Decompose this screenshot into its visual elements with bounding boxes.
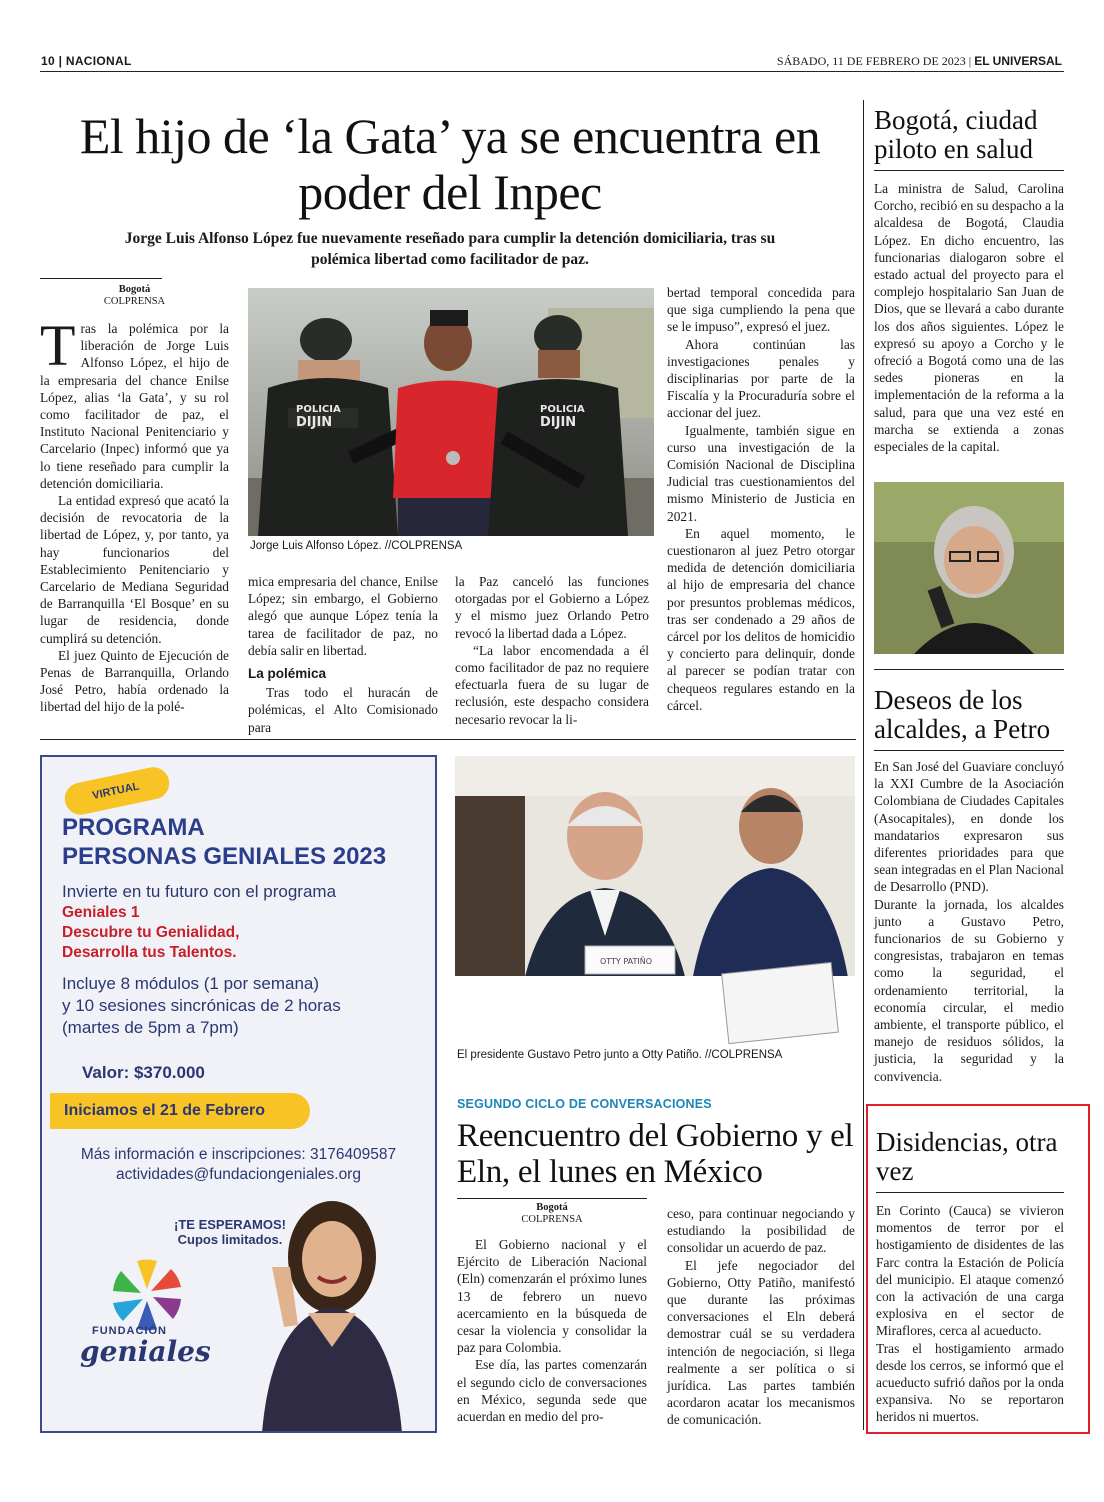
logo-big-text: geniales xyxy=(80,1335,211,1368)
col4-paragraph-2: Ahora continúan las investigaciones penales y disciplinarias por parte de la Fiscalía y la Procuraduría sobre el accionar del juez. xyxy=(667,336,855,421)
second-photo-caption: El presidente Gustavo Petro junto a Otty Patiño. //COLPRENSA xyxy=(457,1049,783,1061)
advertisement[interactable] xyxy=(40,755,437,1433)
sidebar-title-1: Bogotá, ciudad piloto en salud xyxy=(874,105,1038,164)
ad-red-1: Geniales 1 xyxy=(62,904,140,921)
dropcap: T xyxy=(40,313,76,378)
col1-paragraph-3: El juez Quinto de Ejecución de Penas de Barranquilla, Orlando José Petro, había ordenado la libertad del hijo de la polé- xyxy=(40,647,229,715)
sidebar-text-2a: En San José del Guaviare concluyó la XXI Cumbre de la Asociación Colombiana de Ciudades Capitales (Asocapitales), en donde los mandatarios expresaron sus diferentes prioridades para que sean integradas en el Plan Nacional de Desarrollo (PND). xyxy=(874,759,1064,895)
second-photo xyxy=(455,756,855,1045)
main-column-3 xyxy=(455,573,649,728)
section-divider xyxy=(40,739,856,740)
ad-red-2: Descubre tu Genialidad, xyxy=(62,924,240,941)
issue-date xyxy=(777,54,1062,69)
sidebar-rule-1 xyxy=(874,170,1064,171)
ad-line-1: Invierte en tu futuro con el programa xyxy=(62,882,337,901)
second-byline xyxy=(457,1202,647,1226)
second-byline-rule xyxy=(457,1198,647,1199)
publication-name: EL UNIVERSAL xyxy=(974,54,1062,68)
col2-paragraph-2: Tras todo el huracán de polémicas, el Alto Comisionado para xyxy=(248,685,438,735)
byline-rule xyxy=(40,278,162,279)
col2-subheading: La polémica xyxy=(248,666,327,682)
ad-line-2: Incluye 8 módulos (1 por semana) xyxy=(62,974,320,993)
sidebar-rule-2 xyxy=(874,669,1064,670)
fundacion-geniales-logo-icon xyxy=(92,1253,202,1333)
svg-text:DIJIN: DIJIN xyxy=(540,415,577,430)
ad-start-date: Iniciamos el 21 de Febrero xyxy=(50,1093,310,1129)
sidebar-text-3b: Tras el hostigamiento armado desde los cerros, se informó que el acueducto sufrió daños por la onda expansiva. No se reportaron heridos ni muertos. xyxy=(876,1340,1064,1425)
date-text: SÁBADO, 11 DE FEBRERO DE 2023 | xyxy=(776,54,972,68)
ad-line-4: (martes de 5pm a 7pm) xyxy=(62,1018,239,1037)
second-col1-paragraph-2: Ese día, las partes comenzarán el segundo ciclo de conversaciones en México, segunda sede que acuerdan en medio del pro- xyxy=(457,1357,647,1425)
byline-agency: COLPRENSA xyxy=(103,296,166,307)
ad-callout-2: Cupos limitados. xyxy=(177,1232,283,1247)
sidebar-rule-3 xyxy=(874,750,1064,751)
smiling-woman-image xyxy=(252,1187,402,1433)
ad-logo-text xyxy=(80,1325,211,1367)
ad-price: Valor: $370.000 xyxy=(82,1063,205,1082)
second-byline-agency: COLPRENSA xyxy=(521,1214,583,1225)
sidebar-photo xyxy=(874,482,1064,654)
second-col1-paragraph-1: El Gobierno nacional y el Ejército de Liberación Nacional (Eln) comenzarán el próximo lunes 13 de febrero un nuevo acercamiento en la búsqueda de cesar la violencia y consolidar la paz para Colombia. xyxy=(457,1237,647,1356)
svg-text:POLICIA: POLICIA xyxy=(296,404,341,415)
sidebar-body-3 xyxy=(876,1202,1064,1426)
col1-text-1: ras la polémica por la liberación de Jorge Luis Alfonso López, el hijo de la empresaria del chance Enilse López, alias ‘la Gata’, y su rol como facilitador de paz, el Instituto Nacional Penitenciario y Carcelario (Inpec) informó que ya lo tiene reseñado para cumplir la detención domiciliaria. xyxy=(40,321,229,491)
col4-paragraph-3: Igualmente, también sigue en curso una investigación de la Comisión Nacional de Disciplina Judicial tras cuestionamientos del mismo Ministerio de Justicia en 2021. xyxy=(667,422,855,524)
mayor-speaking-photo xyxy=(874,482,1064,654)
main-subhead: Jorge Luis Alfonso López fue nuevamente reseñado para cumplir la detención domiciliaria, tras su polémica libertad como facilitador de paz. xyxy=(124,230,776,268)
ad-title-line-2: PERSONAS GENIALES 2023 xyxy=(62,843,387,870)
ad-title xyxy=(62,813,386,871)
col3-paragraph-2: “La labor encomendada a él como facilitador de paz no requiere efectuarla fuera de su lugar de reclusión, este despacho considera necesario revocar la li- xyxy=(455,642,649,727)
second-col2-paragraph-1: ceso, para continuar negociando y estudiando la posibilidad de consolidar un acuerdo de paz. xyxy=(667,1206,855,1256)
main-byline xyxy=(40,284,229,308)
police-escort-photo xyxy=(248,288,654,536)
second-col2-paragraph-2: El jefe negociador del Gobierno, Otty Patiño, manifestó que durante las próximas conversaciones el Eln deberá demostrar cuál se su verdadera intención de negociación, si llega realmente a ser política o si jurídica. Las partes también acordaron acatar los mecanismos de comunicación. xyxy=(667,1257,855,1428)
sidebar-body-1 xyxy=(874,180,1064,455)
sidebar-title-2: Deseos de los alcaldes, a Petro xyxy=(874,685,1051,744)
page-section-label: 10 | NACIONAL xyxy=(41,54,132,68)
col4-paragraph-4: En aquel momento, le cuestionaron al juez Petro otorgar medida de detención domiciliaria al hijo de empresaria del chance por presuntos problemas médicos, tras ser condenado a 29 años de cárcel por los delitos de homicidio y concierto para delinquir, donde al parecer se podían tratar con chequeos regulares estando en la cárcel. xyxy=(667,525,855,713)
ad-body xyxy=(62,881,341,1039)
ad-red-3: Desarrolla tus Talentos. xyxy=(62,944,237,961)
name-card-text: OTTY PATIÑO xyxy=(600,957,653,966)
sidebar-rule-4 xyxy=(876,1192,1064,1193)
sidebar-text-1: La ministra de Salud, Carolina Corcho, recibió en su despacho a la alcaldesa de Bogotá, Claudia López. En dicho encuentro, las funcionarias dialogaron sobre el estado actual del proyecto para el complejo hospitalario San Juan de Dios, que se llevará a cabo durante los dos años siguientes. López le expresó su apoyo a Corcho y le ofreció a Bogotá como una de las sedes pioneras en la implementación de la reforma a la salud, para que una vez esté en marcha se extienda a zonas especiales de la capital. xyxy=(874,181,1065,455)
petro-patino-photo xyxy=(455,756,855,1045)
ad-title-line-1: PROGRAMA xyxy=(62,814,205,841)
ad-callout-1: ¡TE ESPERAMOS! xyxy=(174,1217,286,1232)
svg-text:DIJIN: DIJIN xyxy=(296,415,333,430)
sidebar-title-3: Disidencias, otra vez xyxy=(876,1127,1058,1186)
ad-phone[interactable]: Más información e inscripciones: 3176409587 xyxy=(80,1146,397,1163)
second-headline: Reencuentro del Gobierno y el Eln, el lunes en México xyxy=(457,1118,854,1190)
ad-email[interactable]: actividades@fundaciongeniales.org xyxy=(116,1166,361,1183)
col1-paragraph-1 xyxy=(40,313,229,492)
svg-text:POLICIA: POLICIA xyxy=(540,404,585,415)
main-headline: El hijo de ‘la Gata’ ya se encuentra en poder del Inpec xyxy=(79,108,821,220)
col3-paragraph-1: la Paz canceló las funciones otorgadas por el Gobierno a López y el mismo juez Orlando Petro revocó la libertad dada a López. xyxy=(455,574,649,641)
main-column-1 xyxy=(40,284,229,716)
second-column-1 xyxy=(457,1202,647,1425)
ad-contact[interactable] xyxy=(42,1145,435,1185)
main-column-2 xyxy=(248,573,438,736)
ad-badge: VIRTUAL xyxy=(62,764,172,817)
col4-paragraph-1: bertad temporal concedida para que siga cumpliendo la pena que se le impuso”, expresó el juez. xyxy=(667,285,855,335)
second-column-2 xyxy=(667,1205,855,1429)
header-rule xyxy=(40,71,1064,72)
second-byline-city: Bogotá xyxy=(536,1202,568,1213)
main-photo xyxy=(248,288,654,536)
ad-line-3: y 10 sesiones sincrónicas de 2 horas xyxy=(62,996,341,1015)
col1-paragraph-2: La entidad expresó que acató la decisión de revocatoria de la libertad de López, y, por tanto, ya hay funcionarios del Establecimiento Penitenciario y Carcelario de Mediana Seguridad de Barranquilla ‘El Bosque’ en su lugar de residencia, donde cumplirá su detención. xyxy=(40,493,229,646)
sidebar-text-2b: Durante la jornada, los alcaldes junto a Gustavo Petro, funcionarios de su Gobierno y congresistas, trabajaron en temas como la seguridad, el ordenamiento territorial, la economía circular, el medio ambiente, el transporte público, el manejo de residuos sólidos, la justicia, la seguridad y la convivencia. xyxy=(874,896,1064,1084)
main-column-4 xyxy=(667,284,855,714)
logo-small-text: FUNDACIÓN xyxy=(92,1325,167,1337)
col2-paragraph-1: mica empresaria del chance, Enilse López; sin embargo, el Gobierno alegó que aunque López tenía la tarea de facilitador de paz, no debía salir en libertad. xyxy=(248,574,438,658)
second-section-label: SEGUNDO CICLO DE CONVERSACIONES xyxy=(457,1097,712,1111)
sidebar-body-2 xyxy=(874,758,1064,1085)
main-photo-caption: Jorge Luis Alfonso López. //COLPRENSA xyxy=(250,540,463,552)
sidebar-divider xyxy=(863,100,864,1430)
sidebar-text-3a: En Corinto (Cauca) se vivieron momentos de terror por el hostigamiento de disidentes de las Farc contra la Estación de Policía del municipio. El ataque comenzó con la activación de una carga explosiva en el sector de Miraflores, cerca al acueducto. xyxy=(876,1203,1064,1339)
byline-city: Bogotá xyxy=(118,284,151,295)
